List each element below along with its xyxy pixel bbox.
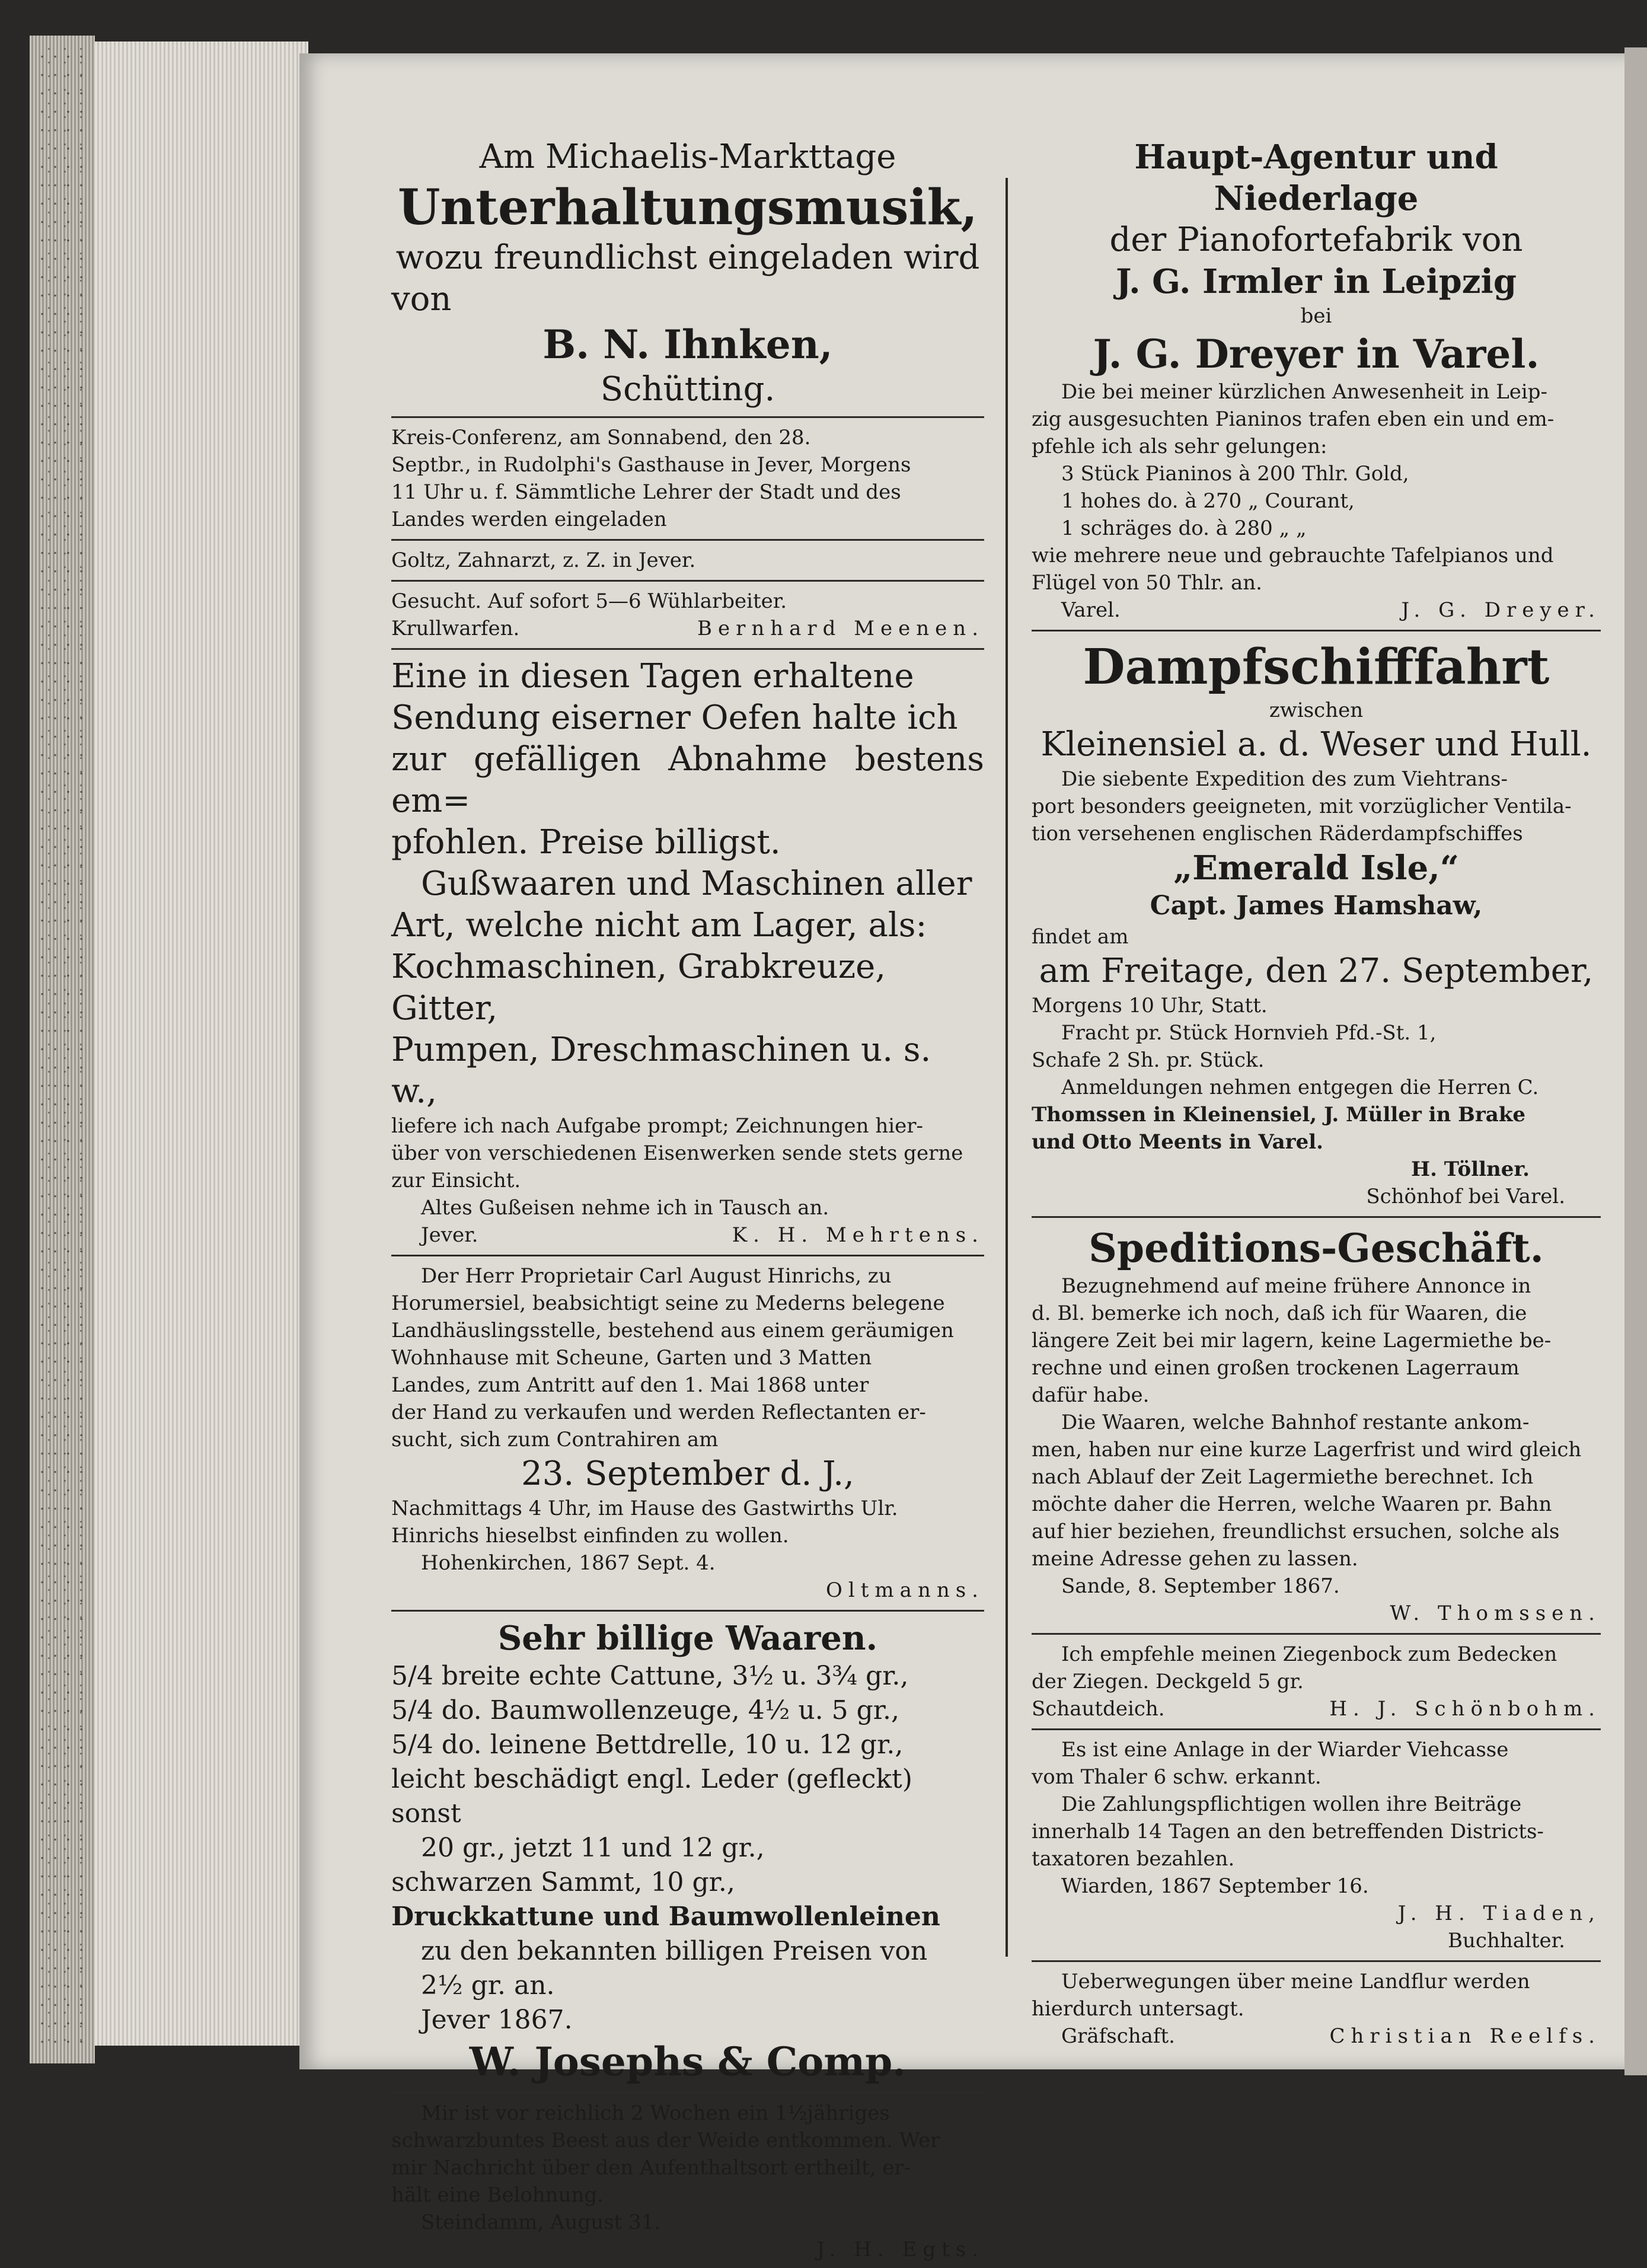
ad-line: und Otto Meents in Varel. — [1032, 1130, 1323, 1154]
ad-line: port besonders geeigneten, mit vorzüglicher Ventila- — [1032, 795, 1572, 818]
ad-line: der Hand zu verkaufen und werden Reflectanten er- — [391, 1401, 926, 1424]
ad-place: Steindamm, August 31. — [421, 2210, 661, 2234]
ad-line: rechne und einen großen trockenen Lagerraum — [1032, 1356, 1520, 1380]
ad-line: Flügel von 50 Thlr. an. — [1032, 571, 1262, 595]
separator — [1032, 1728, 1601, 1730]
item-name: 3 Stück Pianinos — [1061, 462, 1233, 486]
ad-line: leicht beschädigt engl. Leder (gefleckt) sonst — [391, 1764, 912, 1829]
ad-line: schwarzbuntes Beest aus der Weide entkommen. Wer — [391, 2129, 940, 2152]
ad-headline: J. G. Dreyer in Varel. — [1093, 331, 1540, 377]
ad-signature: J. G. Dreyer. — [1401, 598, 1601, 622]
ad-ziegenbock — [1032, 1641, 1601, 1722]
ad-line: Nachmittags 4 Uhr, im Hause des Gastwirths Ulr. — [391, 1497, 898, 1520]
ad-pianoforte — [1032, 136, 1601, 624]
ad-line: Sendung eiserner Oefen halte ich — [391, 698, 958, 737]
ad-place: Schautdeich. — [1032, 1697, 1165, 1721]
separator — [391, 648, 984, 650]
ad-signature: J. H. Egts. — [816, 2238, 984, 2261]
ad-line: bei — [1300, 304, 1332, 328]
price-item — [1032, 460, 1601, 542]
ad-place: Jever. — [421, 1223, 478, 1247]
ad-line: Druckkattune und Baumwollenleinen — [391, 1902, 940, 1932]
ad-line: Landhäuslingsstelle, bestehend aus einem geräumigen — [391, 1319, 954, 1342]
ad-name: B. N. Ihnken, — [542, 321, 833, 368]
ad-line: 5/4 do. Baumwollenzeuge, 4½ u. 5 gr., — [391, 1695, 899, 1725]
ad-line: findet am — [1032, 925, 1129, 949]
ad-place: Gräfschaft. — [1061, 2024, 1175, 2048]
ad-signature: H. J. Schönbohm. — [1329, 1697, 1601, 1721]
ad-line: zu den bekannten billigen Preisen von — [421, 1936, 928, 1966]
ad-line: mir Nachricht über den Aufenthaltsort ertheilt, er- — [391, 2156, 911, 2180]
ad-landflur — [1032, 1968, 1601, 2050]
separator — [1032, 630, 1601, 631]
ad-headline: Speditions-Geschäft. — [1089, 1225, 1544, 1271]
ad-line: innerhalb 14 Tagen an den betreffenden Districts- — [1032, 1820, 1544, 1843]
ad-headline: Unterhaltungsmusik, — [398, 179, 978, 236]
ad-line: taxatoren bezahlen. — [1032, 1847, 1235, 1871]
separator — [1032, 1633, 1601, 1635]
ad-line: Es ist eine Anlage in der Wiarder Viehcasse — [1061, 1738, 1509, 1762]
separator — [391, 539, 984, 541]
ad-line: Die bei meiner kürzlichen Anwesenheit in Leip- — [1061, 380, 1548, 404]
ad-line: 5/4 do. leinene Bettdrelle, 10 u. 12 gr., — [391, 1730, 904, 1760]
ad-place: Schönhof bei Varel. — [1366, 1185, 1565, 1208]
separator — [391, 580, 984, 582]
ad-signature: Bernhard Meenen. — [697, 617, 984, 640]
item-name: 1 hohes do. — [1061, 489, 1179, 513]
ad-place: Wiarden, 1867 September 16. — [1061, 1874, 1369, 1898]
right-column — [1032, 136, 1601, 2055]
ad-line: 2½ gr. an. — [421, 1970, 555, 2001]
item-name: 1 schräges do. — [1061, 516, 1209, 540]
ad-line: Horumersiel, beabsichtigt seine zu Mederns belegene — [391, 1291, 945, 1315]
ad-line: Kochmaschinen, Grabkreuze, Gitter, — [391, 948, 886, 1028]
separator — [391, 1610, 984, 1612]
ad-signature: Oltmanns. — [826, 1578, 984, 1602]
ad-line: der Ziegen. Deckgeld 5 gr. — [1032, 1670, 1304, 1693]
ad-line: J. G. Irmler in Leipzig — [1116, 262, 1517, 301]
ad-signature: H. Töllner. — [1410, 1157, 1530, 1181]
ad-ship: „Emerald Isle,“ — [1173, 848, 1459, 888]
ad-captain: Capt. James Hamshaw, — [1150, 891, 1483, 921]
ad-line: pfehle ich als sehr gelungen: — [1032, 435, 1327, 458]
ad-line: hierdurch untersagt. — [1032, 1997, 1244, 2021]
ad-firm: W. Josephs & Comp. — [469, 2039, 907, 2085]
ad-line: sucht, sich zum Contrahiren am — [391, 1428, 719, 1452]
ad-beest — [391, 2100, 984, 2263]
ad-signature: J. H. Tiaden, — [1397, 1902, 1601, 1925]
ad-line: Haupt-Agentur und Niederlage — [1134, 138, 1498, 218]
ad-speditions-geschaeft — [1032, 1224, 1601, 1627]
ad-line: Gesucht. Auf sofort 5—6 Wühlarbeiter. — [391, 589, 787, 613]
ad-line: tion versehenen englischen Räderdampfschiffes — [1032, 822, 1523, 846]
ad-place: Krullwarfen. — [391, 617, 520, 640]
ad-line: Thomssen in Kleinensiel, J. Müller in Brake — [1032, 1103, 1526, 1127]
ad-line: liefere ich nach Aufgabe prompt; Zeichnungen hier- — [391, 1114, 923, 1138]
ad-line: zwischen — [1269, 698, 1364, 722]
ad-line: Wohnhause mit Scheune, Garten und 3 Matten — [391, 1346, 872, 1370]
ad-line: Jever 1867. — [421, 2005, 573, 2035]
ad-line: Kreis-Conferenz, am Sonnabend, den 28. — [391, 426, 811, 449]
ad-line: d. Bl. bemerke ich noch, daß ich für Waaren, die — [1032, 1302, 1527, 1325]
ad-date: am Freitage, den 27. September, — [1039, 952, 1594, 990]
ad-line: 11 Uhr u. f. Sämmtliche Lehrer der Stadt und des — [391, 480, 901, 504]
ad-line: Am Michaelis-Markttage — [479, 138, 896, 176]
ad-role: Buchhalter. — [1448, 1929, 1565, 1953]
ad-line: Landes, zum Antritt auf den 1. Mai 1868 unter — [391, 1373, 869, 1397]
ad-line: längere Zeit bei mir lagern, keine Lagermiethe be- — [1032, 1329, 1552, 1352]
ad-line: dafür habe. — [1032, 1383, 1150, 1407]
ad-headline: Dampfschifffahrt — [1083, 639, 1550, 696]
ad-line — [391, 615, 984, 642]
ad-line: wozu freundlichst eingeladen wird — [395, 238, 980, 277]
ad-line: Art, welche nicht am Lager, als: — [391, 906, 927, 945]
ad-line — [391, 1221, 984, 1249]
ad-line: zig ausgesuchten Pianinos trafen eben ein und em- — [1032, 407, 1555, 431]
ad-signature: W. Thomssen. — [1390, 1602, 1601, 1625]
ad-line: über von verschiedenen Eisenwerken sende stets gerne — [391, 1141, 963, 1165]
ad-billige-waaren — [391, 1618, 984, 2086]
ad-line: auf hier beziehen, freundlichst ersuchen, solche als — [1032, 1520, 1560, 1543]
ad-line: Die Zahlungspflichtigen wollen ihre Beiträge — [1061, 1792, 1522, 1816]
item-price: à 280 „ „ — [1215, 516, 1307, 540]
ad-line: Pumpen, Dreschmaschinen u. s. w., — [391, 1031, 931, 1111]
ad-line: von — [391, 280, 452, 318]
ad-kreis-conferenz — [391, 424, 984, 533]
ad-line: wie mehrere neue und gebrauchte Tafelpianos und — [1032, 544, 1554, 567]
ad-line: pfohlen. Preise billigst. — [391, 823, 781, 862]
ad-line: Septbr., in Rudolphi's Gasthause in Jever, Morgens — [391, 453, 911, 477]
left-column — [391, 136, 984, 2268]
ad-line: 5/4 breite echte Cattune, 3½ u. 3¾ gr., — [391, 1661, 909, 1691]
separator — [391, 1255, 984, 1256]
separator — [1032, 1216, 1601, 1218]
ad-line: vom Thaler 6 schw. erkannt. — [1032, 1765, 1322, 1789]
ad-line: Hinrichs hieselbst einfinden zu wollen. — [391, 1524, 789, 1548]
ad-dampfschifffahrt — [1032, 637, 1601, 1210]
ad-place: Hohenkirchen, 1867 Sept. 4. — [421, 1551, 716, 1575]
item-price: à 270 „ Courant, — [1185, 489, 1355, 513]
ad-line — [1032, 1695, 1601, 1722]
separator — [391, 2092, 984, 2094]
ad-line: Landes werden eingeladen — [391, 508, 667, 531]
ad-line: Die Waaren, welche Bahnhof restante ankom- — [1061, 1411, 1530, 1434]
ad-line: Ich empfehle meinen Ziegenbock zum Bedecken — [1061, 1642, 1557, 1666]
right-page-edge — [1624, 47, 1647, 2075]
ad-line: möchte daher die Herren, welche Waaren pr. Bahn — [1032, 1492, 1552, 1516]
ad-line: zur Einsicht. — [391, 1169, 521, 1192]
ad-line: Ueberwegungen über meine Landflur werden — [1061, 1970, 1530, 1993]
ad-line: Fracht pr. Stück Hornvieh Pfd.-St. 1, — [1061, 1021, 1437, 1045]
page-edges — [95, 42, 308, 2046]
separator — [391, 416, 984, 418]
ad-line: Morgens 10 Uhr, Statt. — [1032, 994, 1268, 1017]
ad-line: 20 gr., jetzt 11 und 12 gr., — [421, 1833, 765, 1863]
ad-goltz: Goltz, Zahnarzt, z. Z. in Jever. — [391, 548, 696, 572]
ad-line — [1032, 596, 1601, 624]
ad-title: Sehr billige Waaren. — [497, 1619, 878, 1658]
ad-line: meine Adresse gehen zu lassen. — [1032, 1547, 1358, 1571]
ad-viehcasse — [1032, 1736, 1601, 1954]
ad-line: Der Herr Proprietair Carl August Hinrichs, zu — [421, 1264, 892, 1288]
ad-line: Altes Gußeisen nehme ich in Tausch an. — [421, 1196, 829, 1220]
ad-place: Sande, 8. September 1867. — [1061, 1574, 1340, 1598]
ad-signature: K. H. Mehrtens. — [732, 1223, 984, 1247]
item-price: à 200 Thlr. Gold, — [1239, 462, 1409, 486]
ad-line: zur gefälligen Abnahme bestens em= — [391, 740, 984, 820]
ad-route: Kleinensiel a. d. Weser und Hull. — [1040, 725, 1592, 764]
ad-line: Anmeldungen nehmen entgegen die Herren C. — [1061, 1076, 1539, 1099]
ad-line: schwarzen Sammt, 10 gr., — [391, 1867, 735, 1897]
spine-texture — [36, 47, 89, 2052]
ad-signature: Christian Reelfs. — [1329, 2024, 1601, 2048]
ad-gesucht — [391, 588, 984, 642]
ad-date: 23. September d. J., — [521, 1454, 854, 1493]
ad-line: Schafe 2 Sh. pr. Stück. — [1032, 1048, 1265, 1072]
ad-line: hält eine Belohnung. — [391, 2183, 604, 2207]
separator — [1032, 1960, 1601, 1962]
ad-michaelis — [391, 136, 984, 410]
ad-place: Varel. — [1061, 598, 1121, 622]
ad-line: Bezugnehmend auf meine frühere Annonce in — [1061, 1274, 1531, 1298]
ad-line: Mir ist vor reichlich 2 Wochen ein 1½jähriges — [421, 2101, 890, 2125]
ad-line: nach Ablauf der Zeit Lagermiethe berechnet. Ich — [1032, 1465, 1534, 1489]
ad-line: Eine in diesen Tagen erhaltene — [391, 657, 914, 696]
ad-line: Die siebente Expedition des zum Viehtrans- — [1061, 767, 1508, 791]
ad-line: Gußwaaren und Maschinen aller — [421, 865, 972, 903]
ad-line: Schütting. — [600, 370, 775, 409]
column-divider — [1006, 178, 1008, 1957]
ad-line — [1032, 2023, 1601, 2050]
ad-line: der Pianofortefabrik von — [1109, 221, 1523, 259]
ad-oefen — [391, 656, 984, 1249]
ad-landhaeuslingsstelle — [391, 1262, 984, 1604]
ad-line: men, haben nur eine kurze Lagerfrist und wird gleich — [1032, 1438, 1582, 1462]
